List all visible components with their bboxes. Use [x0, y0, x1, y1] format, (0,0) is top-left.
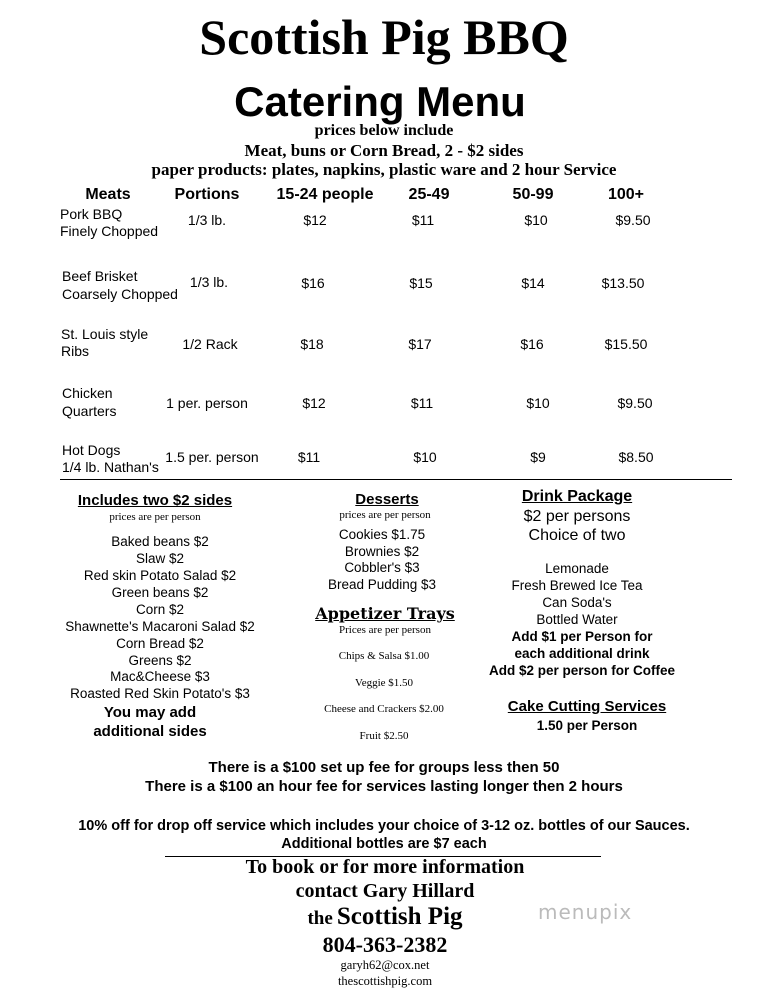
sides-title: Includes two $2 sides — [77, 492, 233, 509]
column-header-portions: Portions — [174, 186, 240, 203]
price-50-99: $16 — [520, 336, 544, 352]
watermark-logo: menupix — [538, 900, 633, 924]
price-25-49: $11 — [411, 212, 435, 228]
price-50-99: $14 — [521, 275, 545, 291]
drinks-choice: Choice of two — [528, 527, 626, 544]
appetizer-item: Cheese and Crackers $2.00 — [324, 703, 444, 715]
contact-phone[interactable]: 804-363-2382 — [322, 932, 448, 957]
appetizer-item: Veggie $1.50 — [354, 677, 414, 689]
column-header-meats: Meats — [85, 186, 131, 203]
includes-line-2: Meat, buns or Corn Bread, 2 - $2 sides — [244, 141, 524, 160]
drink-item: Can Soda's — [542, 595, 612, 610]
price-100-plus: $13.50 — [601, 275, 645, 291]
dessert-item: Bread Pudding $3 — [327, 577, 437, 592]
meat-description: Ribs — [61, 343, 90, 359]
desserts-note: prices are per person — [339, 509, 431, 521]
dropoff-line: 10% off for drop off service which includes your choice of 3-12 oz. bottles of our Sauces. — [78, 818, 690, 834]
column-header-50-99: 50-99 — [512, 186, 554, 203]
price-100-plus: $9.50 — [617, 395, 653, 411]
price-15-24: $11 — [297, 449, 321, 465]
column-header-15-24: 15-24 people — [276, 186, 374, 203]
meat-description: 1/4 lb. Nathan's — [62, 459, 159, 475]
drink-extra: Add $1 per Person for — [511, 629, 653, 644]
side-item: Mac&Cheese $3 — [110, 669, 210, 684]
meat-name: St. Louis style — [61, 326, 149, 342]
price-25-49: $17 — [408, 336, 432, 352]
side-item: Baked beans $2 — [111, 534, 209, 549]
contact-prefix: the — [307, 908, 333, 929]
contact-business — [307, 903, 462, 931]
column-header-100-plus: 100+ — [607, 186, 645, 203]
side-item: Shawnette's Macaroni Salad $2 — [65, 619, 255, 634]
sides-note: prices are per person — [109, 511, 201, 523]
price-100-plus: $15.50 — [604, 336, 648, 352]
drink-item: Fresh Brewed Ice Tea — [511, 578, 643, 593]
desserts-title: Desserts — [355, 491, 419, 508]
price-15-24: $12 — [302, 395, 326, 411]
contact-email[interactable]: garyh62@cox.net — [340, 958, 430, 972]
price-50-99: $9 — [530, 449, 546, 465]
dessert-item: Cookies $1.75 — [338, 527, 426, 542]
side-item: Roasted Red Skin Potato's $3 — [70, 686, 250, 701]
contact-line-1: To book or for more information — [245, 856, 525, 878]
price-25-49: $11 — [410, 395, 434, 411]
dropoff-line: Additional bottles are $7 each — [281, 836, 487, 852]
meat-portion: 1 per. person — [166, 395, 248, 411]
drinks-price: $2 per persons — [523, 508, 631, 525]
cake-price: 1.50 per Person — [536, 718, 638, 733]
side-item: Red skin Potato Salad $2 — [83, 568, 237, 583]
includes-line-1: prices below include — [314, 122, 454, 139]
dessert-item: Cobbler's $3 — [344, 560, 420, 575]
price-25-49: $10 — [413, 449, 437, 465]
includes-line-3: paper products: plates, napkins, plastic ware and 2 hour Service — [151, 160, 617, 179]
sides-footer: You may add — [103, 704, 197, 721]
page-subtitle: Catering Menu — [234, 78, 526, 125]
drink-item: Lemonade — [545, 561, 609, 576]
meat-description: Finely Chopped — [60, 223, 159, 239]
appetizer-item: Chips & Salsa $1.00 — [338, 650, 430, 662]
price-25-49: $15 — [409, 275, 433, 291]
price-15-24: $18 — [300, 336, 324, 352]
price-50-99: $10 — [526, 395, 550, 411]
price-100-plus: $8.50 — [618, 449, 654, 465]
side-item: Slaw $2 — [135, 551, 185, 566]
meat-portion: 1/3 lb. — [187, 212, 227, 228]
side-item: Green beans $2 — [111, 585, 209, 600]
contact-website[interactable]: thescottishpig.com — [337, 974, 433, 988]
drink-extra: Add $2 per person for Coffee — [488, 663, 676, 678]
side-item: Corn Bread $2 — [116, 636, 204, 651]
meat-description: Quarters — [62, 403, 117, 419]
meat-name: Pork BBQ — [60, 206, 123, 222]
cake-title: Cake Cutting Services — [507, 698, 667, 715]
drink-extra: each additional drink — [514, 646, 650, 661]
meat-portion: 1/3 lb. — [189, 274, 229, 290]
page-title: Scottish Pig BBQ — [199, 9, 569, 65]
appetizers-note: Prices are per person — [339, 624, 431, 636]
price-50-99: $10 — [524, 212, 548, 228]
price-15-24: $16 — [301, 275, 325, 291]
meat-description: Coarsely Chopped — [62, 286, 178, 302]
side-item: Greens $2 — [128, 653, 192, 668]
meat-name: Beef Brisket — [62, 268, 138, 284]
table-divider — [60, 479, 732, 480]
meat-portion: 1.5 per. person — [165, 449, 259, 465]
column-header-25-49: 25-49 — [408, 186, 450, 203]
meat-name: Chicken — [62, 385, 113, 401]
meat-name: Hot Dogs — [62, 442, 121, 458]
side-item: Corn $2 — [135, 602, 185, 617]
price-15-24: $12 — [303, 212, 327, 228]
appetizer-item: Fruit $2.50 — [359, 730, 409, 742]
meat-portion: 1/2 Rack — [182, 336, 238, 352]
fee-line: There is a $100 set up fee for groups less then 50 — [208, 759, 560, 776]
appetizers-title: Appetizer Trays — [315, 604, 455, 623]
dessert-item: Brownies $2 — [344, 544, 420, 559]
price-100-plus: $9.50 — [615, 212, 651, 228]
drinks-title: Drink Package — [521, 488, 633, 505]
contact-line-2: contact Gary Hillard — [295, 880, 475, 902]
fee-line: There is a $100 an hour fee for services lasting longer then 2 hours — [145, 778, 623, 795]
drink-item: Bottled Water — [536, 612, 618, 627]
sides-footer: additional sides — [93, 723, 207, 740]
contact-business-name: Scottish Pig — [336, 903, 463, 930]
